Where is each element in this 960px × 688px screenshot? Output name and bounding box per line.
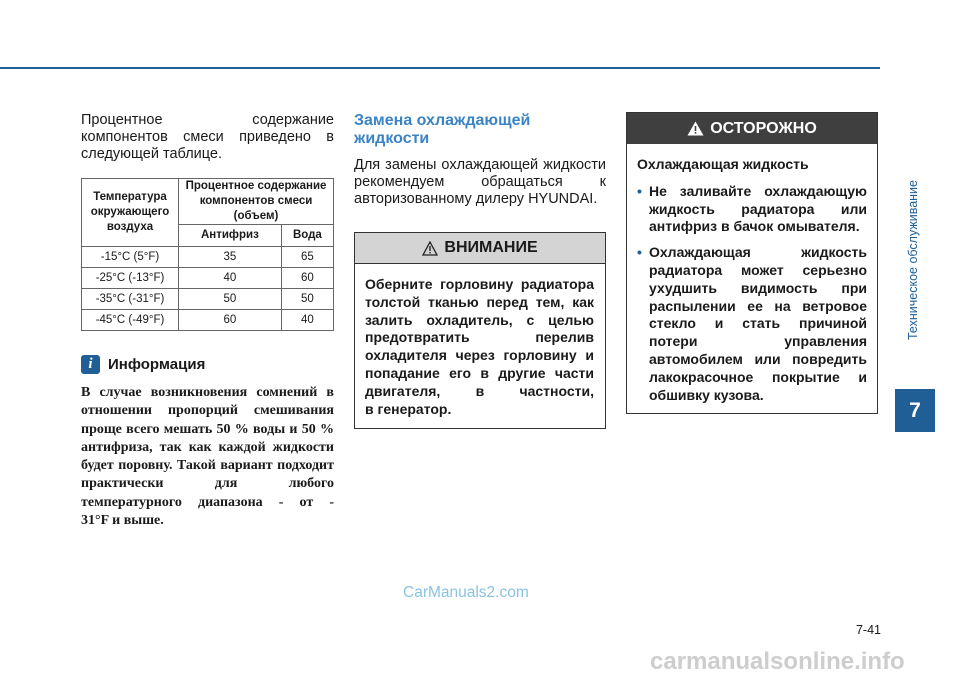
cell-antifreeze: 35: [179, 247, 282, 268]
cell-temp: -15°C (5°F): [82, 247, 179, 268]
column-middle: [354, 112, 606, 429]
cell-antifreeze: 60: [179, 310, 282, 331]
info-body: [81, 384, 334, 530]
column-left: [81, 112, 334, 530]
cell-water: 65: [281, 247, 333, 268]
watermark-link[interactable]: CarManuals2.com: [403, 584, 529, 601]
warning-bullet: [637, 183, 867, 236]
cell-antifreeze: 50: [179, 289, 282, 310]
cell-water: 60: [281, 268, 333, 289]
cell-temp: -35°C (-31°F): [82, 289, 179, 310]
coolant-ratio-table: [81, 178, 334, 331]
notice-heading: ВНИМАНИЕ: [444, 239, 538, 256]
warning-bullet-last: обшивку кузова.: [649, 386, 764, 403]
notice-body-last: в генератор.: [365, 400, 452, 417]
column-right: [626, 112, 878, 414]
section-title: Замена охлаждающей жидкости: [354, 112, 531, 147]
cell-water: 50: [281, 289, 333, 310]
warning-bullet: [637, 244, 867, 404]
warning-bullet-last: антифриз в бачок омывателя.: [649, 218, 860, 235]
replacement-text: Для замены охлаждающей жидкости рекомендуем обращаться к авторизованному дилеру HYUNDAI.: [354, 157, 606, 207]
warning-triangle-icon: [687, 121, 704, 136]
intro-text: Процентное содержание компонентов смеси приведено в следующей таблице.: [81, 112, 334, 162]
notice-box: [354, 232, 606, 429]
warning-box: [626, 112, 878, 414]
bullet-icon: •: [637, 182, 642, 199]
warning-body: [627, 144, 877, 404]
warning-bullet-text: Не заливайте охлаждающую жидкость радиатора или: [649, 182, 867, 217]
notice-body: [355, 264, 605, 428]
header-percent: Процентное содержание компонентов смеси (объем): [179, 179, 334, 225]
table-row: [82, 268, 334, 289]
cell-antifreeze: 40: [179, 268, 282, 289]
table-row: [82, 289, 334, 310]
header-antifreeze: Антифриз: [179, 225, 282, 247]
table-row: [82, 310, 334, 331]
notice-header: [355, 233, 605, 264]
page-number: 7-41: [855, 623, 881, 637]
cell-water: 40: [281, 310, 333, 331]
info-icon: i: [81, 355, 100, 374]
watermark-corner: carmanualsonline.info: [650, 648, 905, 675]
notice-body-text: Оберните горловину радиатора толстой тканью перед тем, как залить охладитель, с целью предотвратить перелив охладителя через горловину и попадание его в другие части двигателя, в частности,: [365, 276, 594, 399]
info-heading: Информация: [108, 356, 206, 373]
warning-subheading: Охлаждающая жидкость: [637, 156, 809, 172]
section-name: Техническое обслуживание: [906, 180, 920, 340]
info-header: [81, 355, 334, 374]
table-row: [82, 247, 334, 268]
bullet-icon: •: [637, 244, 642, 261]
info-body-text: В случае возникновения сомнений в отношении пропорций смешивания проще всего мешать 50 % воды и 50 % антифриза, так как каждой жидкости будет поровну. Такой вариант подходит практически для любого температурного диапазона - от -: [81, 385, 334, 510]
header-water: Вода: [281, 225, 333, 247]
chapter-tab: 7: [895, 389, 935, 432]
warning-bullet-text: Охлаждающая жидкость радиатора может серьезно ухудшить видимость при распылении ее на ветровое стекло и стать причиной потери управления автомобилем или повредить лакокрасочное покрытие и: [649, 244, 867, 385]
cell-temp: -25°C (-13°F): [82, 268, 179, 289]
info-body-last: 31°F и выше.: [81, 513, 164, 529]
cell-temp: -45°C (-49°F): [82, 310, 179, 331]
warning-triangle-icon: [422, 241, 438, 256]
header-temperature: Температура окружающего воздуха: [82, 179, 179, 247]
warning-heading: ОСТОРОЖНО: [710, 119, 817, 137]
sidebar-section-label: [906, 140, 920, 380]
top-rule: [0, 67, 880, 69]
warning-header: [627, 113, 877, 144]
